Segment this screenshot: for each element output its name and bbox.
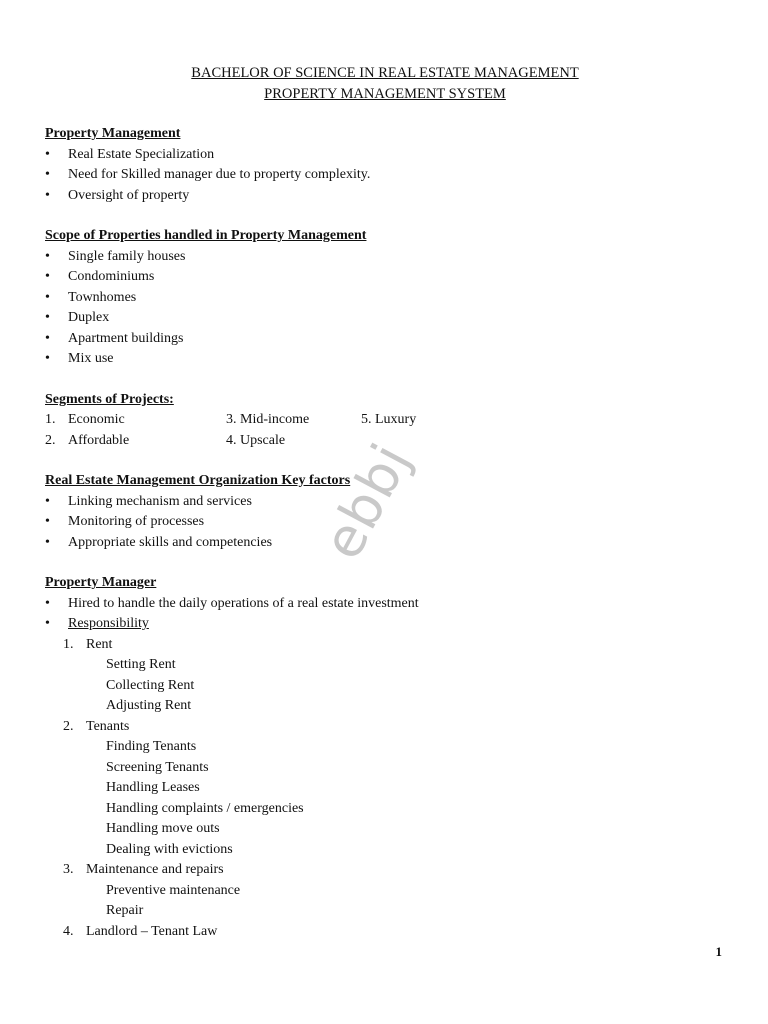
watermark: ebbj: [310, 433, 423, 570]
responsibility-item: [63, 922, 725, 943]
sub-item-label: Handling complaints / emergencies: [106, 800, 304, 816]
sub-item: [63, 737, 725, 758]
list-item: • Apartment buildings: [45, 329, 725, 350]
item-number: 1.: [63, 636, 74, 652]
document-title-line1: BACHELOR OF SCIENCE IN REAL ESTATE MANAGEMENT: [191, 65, 579, 81]
item-label: Rent: [86, 636, 113, 652]
sub-item: [63, 758, 725, 779]
sub-item: [63, 799, 725, 820]
segment-number: 1.: [45, 412, 56, 427]
segment-mid-income: 3. Mid-income: [226, 412, 310, 427]
list-item: • Real Estate Specialization: [45, 145, 725, 166]
property-manager-list: [45, 594, 725, 635]
item-label: Tenants: [86, 718, 130, 734]
sub-item-label: Adjusting Rent: [106, 698, 192, 713]
sub-item: [63, 676, 725, 697]
heading-property-management: Property Management: [45, 126, 181, 141]
heading-segments: Segments of Projects:: [45, 391, 174, 407]
list-item: • Oversight of property: [45, 186, 725, 207]
sub-item-label: Setting Rent: [106, 657, 176, 672]
list-item: • Duplex: [45, 308, 725, 329]
sub-item-label: Preventive maintenance: [106, 882, 241, 898]
list-item: [45, 614, 725, 635]
item-number: 4.: [63, 923, 74, 939]
list-item: • Hired to handle the daily operations of a real estate investment: [45, 594, 725, 615]
item-label: Landlord – Tenant Law: [86, 923, 218, 939]
sub-item: [63, 819, 725, 840]
segment-luxury: 5. Luxury: [361, 412, 417, 427]
list-item: • Mix use: [45, 349, 725, 370]
segment-affordable: Affordable: [68, 432, 130, 448]
heading-org-key-factors: Real Estate Management Organization Key factors: [45, 473, 351, 488]
item-number: 3.: [63, 862, 74, 877]
sub-item-label: Handling move outs: [106, 821, 220, 836]
segments-row-1: [45, 410, 725, 431]
segment-economic: Economic: [68, 412, 125, 427]
segment-upscale: 4. Upscale: [226, 432, 286, 448]
responsibility-item: [63, 717, 725, 738]
sub-item: [63, 655, 725, 676]
list-item: • Need for Skilled manager due to property complexity.: [45, 165, 725, 186]
sub-item: [63, 696, 725, 717]
segment-number: 2.: [45, 432, 56, 448]
sub-item-label: Repair: [106, 903, 144, 918]
document-title-line2: PROPERTY MANAGEMENT SYSTEM: [264, 85, 506, 102]
heading-scope: Scope of Properties handled in Property Management: [45, 228, 367, 243]
list-item: • Linking mechanism and services: [45, 492, 725, 513]
responsibility-item: [63, 635, 725, 656]
responsibility-label: Responsibility: [68, 616, 149, 631]
list-item: • Monitoring of processes: [45, 512, 725, 533]
sub-item-label: Handling Leases: [106, 780, 200, 795]
list-item: • Townhomes: [45, 288, 725, 309]
sub-item-label: Finding Tenants: [106, 739, 197, 754]
list-item: • Single family houses: [45, 247, 725, 268]
sub-item-label: Collecting Rent: [106, 677, 195, 693]
sub-item: [63, 901, 725, 922]
item-number: 2.: [63, 718, 74, 734]
scope-list: [45, 247, 725, 370]
list-item: • Appropriate skills and competencies: [45, 533, 725, 554]
item-label: Maintenance and repairs: [86, 862, 224, 877]
sub-item: [63, 881, 725, 902]
responsibility-item: [63, 860, 725, 881]
sub-item-label: Screening Tenants: [106, 759, 209, 775]
responsibility-list: [63, 635, 725, 943]
sub-item-label: Dealing with evictions: [106, 841, 233, 857]
page-number: 1: [715, 944, 722, 959]
property-management-list: [45, 145, 725, 207]
heading-property-manager: Property Manager: [45, 575, 157, 590]
sub-item: [63, 778, 725, 799]
sub-item: [63, 840, 725, 861]
list-item: • Condominiums: [45, 267, 725, 288]
